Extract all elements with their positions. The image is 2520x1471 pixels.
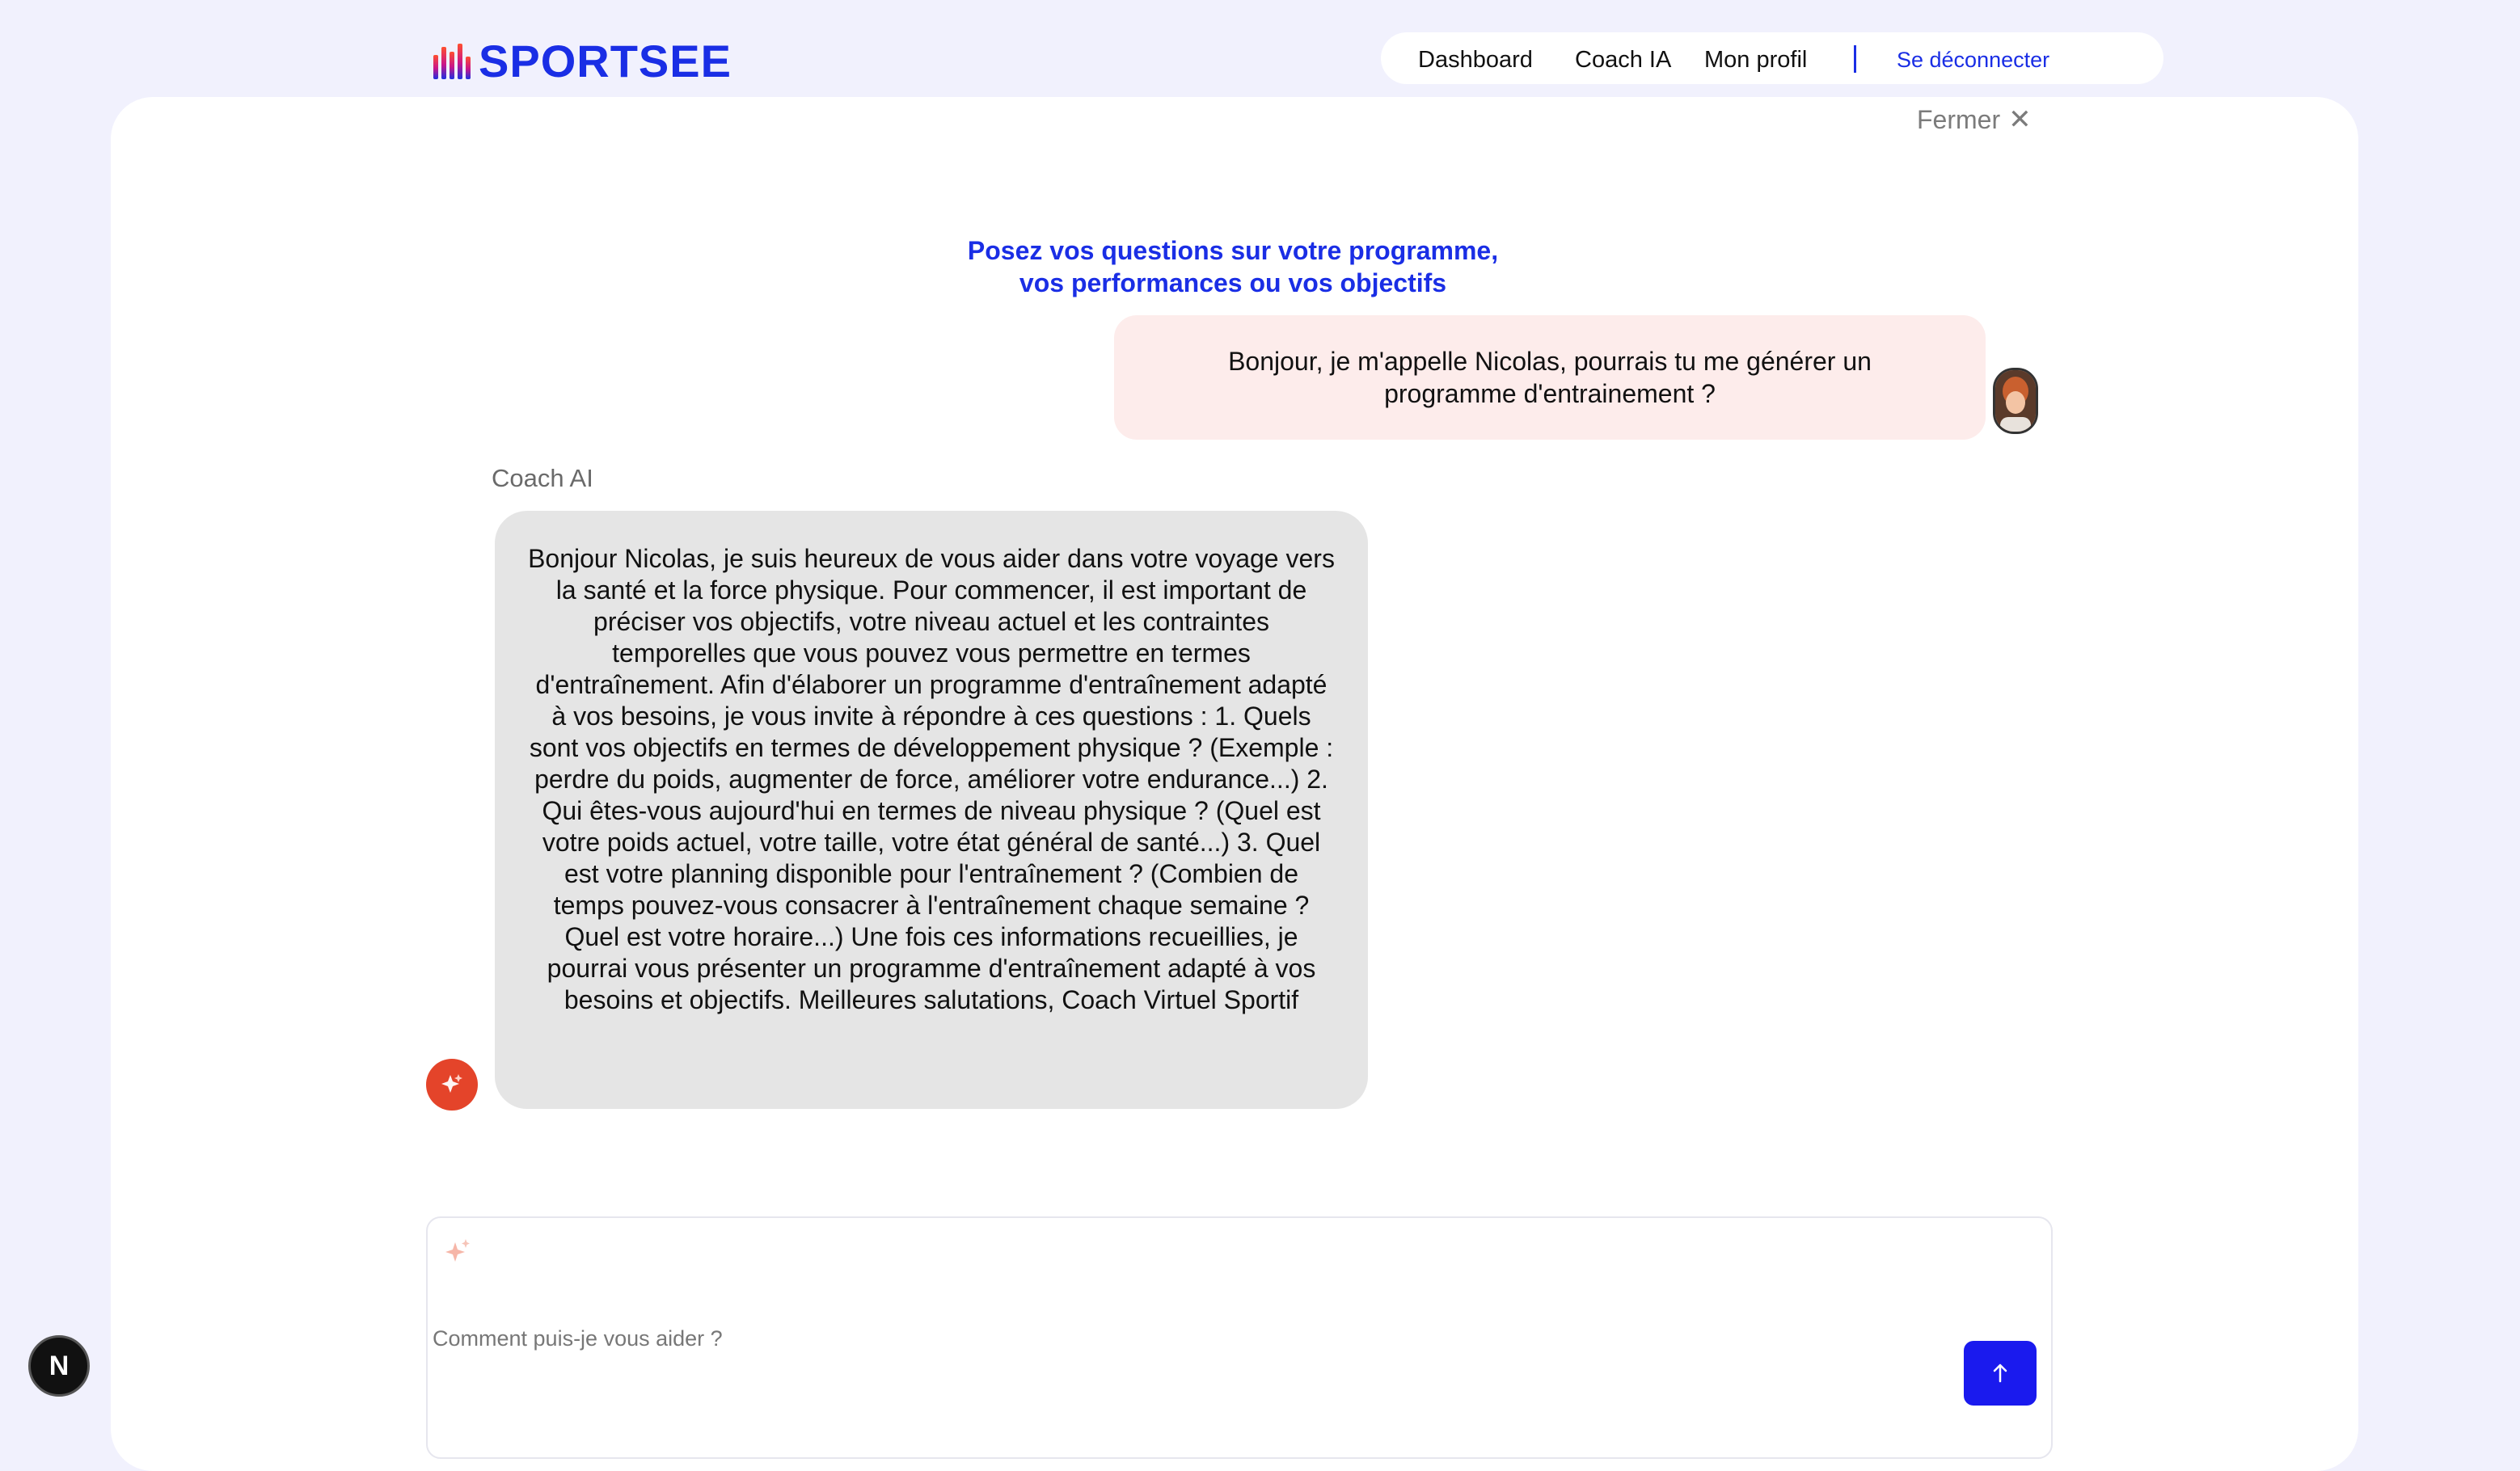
user-message-bubble — [1114, 315, 1986, 440]
nav-profile[interactable]: Mon profil — [1704, 47, 1808, 73]
message-composer — [426, 1216, 2053, 1459]
coach-message-bubble — [495, 511, 1368, 1109]
close-button[interactable] — [1917, 103, 2032, 136]
nav-coach-ia[interactable]: Coach IA — [1575, 47, 1672, 73]
user-avatar — [1993, 368, 2038, 434]
coach-name: Coach AI — [492, 464, 593, 492]
close-icon: ✕ — [2008, 104, 2032, 135]
close-label: Fermer — [1917, 104, 2001, 134]
send-button[interactable] — [1964, 1341, 2037, 1406]
nav-divider — [1854, 45, 1856, 73]
intro-line-1: Posez vos questions sur votre programme, — [967, 236, 1499, 265]
chat-input[interactable] — [431, 1318, 1889, 1359]
logo-bars-icon — [433, 44, 471, 79]
user-avatar-image — [1995, 370, 2036, 432]
coach-message-text: Bonjour Nicolas, je suis heureux de vous aider dans votre voyage vers la santé et la force physique. Pour commencer, il est important de préciser vos objectifs, votre niveau actuel et les contraintes temporelles que vous pouvez vous permettre en termes d'entraînement. Afin d'élaborer un programme d'entraînement adapté à vos besoins, je vous invite à répondre à ces questions : 1. Quels sont vos objectifs en termes de développement physique ? (Exemple : perdre du poids, augmenter de force, améliorer votre endurance...) 2. Qui êtes-vous aujourd'hui en termes de niveau physique ? (Quel est votre poids actuel, votre taille, votre état général de santé...) 3. Quel est votre planning disponible pour l'entraînement ? (Combien de temps pouvez-vous consacrer à l'entraînement chaque semaine ? Quel est votre horaire...) Une fois ces informations recueillies, je pourrai vous présenter un programme d'entraînement adapté à vos besoins et objectifs. Meilleures salutations, Coach Virtuel Sportif — [528, 544, 1335, 1014]
sparkle-icon — [442, 1236, 475, 1272]
brand-name: SPORTSEE — [479, 36, 732, 86]
arrow-up-icon — [1990, 1362, 2010, 1385]
dev-badge-letter: N — [49, 1350, 70, 1381]
top-nav — [1381, 32, 2163, 84]
chat-intro — [889, 234, 1577, 299]
logout-link[interactable]: Se déconnecter — [1897, 48, 2050, 72]
brand-logo[interactable] — [433, 37, 732, 86]
user-message-text: Bonjour, je m'appelle Nicolas, pourrais tu me générer un programme d'entrainement ? — [1228, 347, 1872, 408]
coach-sparkle-icon — [426, 1059, 478, 1111]
intro-line-2: vos performances ou vos objectifs — [1019, 268, 1447, 297]
nav-dashboard[interactable]: Dashboard — [1418, 47, 1533, 73]
dev-tools-badge[interactable] — [28, 1335, 90, 1397]
